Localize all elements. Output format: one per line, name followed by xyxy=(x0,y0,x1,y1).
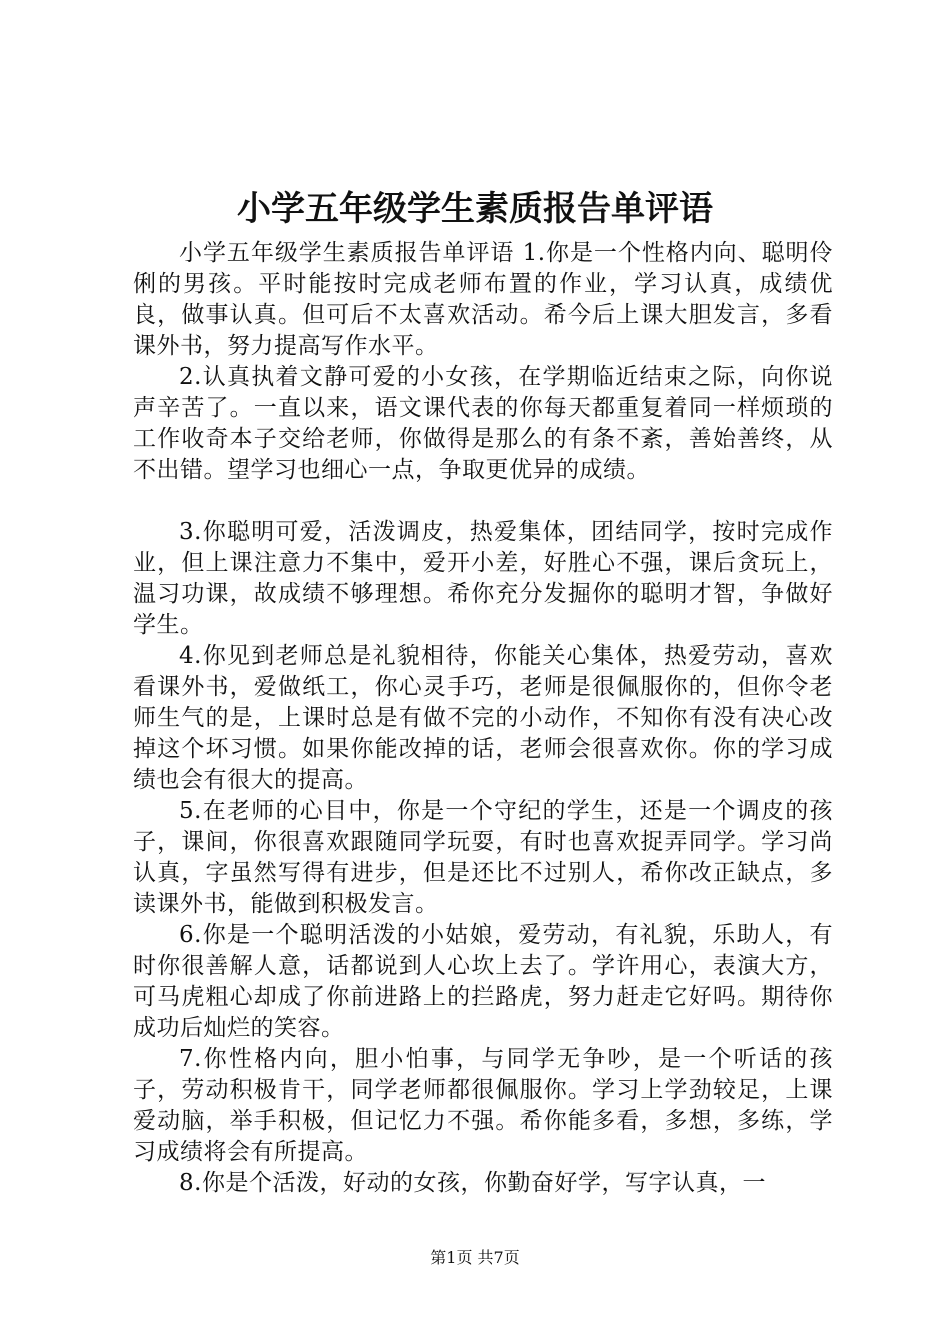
paragraph-4: 4.你见到老师总是礼貌相待，你能关心集体，热爱劳动，喜欢看课外书，爱做纸工，你心灵手巧，老师是很佩服你的，但你令老师生气的是，上课时总是有做不完的小动作，不知你有没有决心改掉这个坏习惯。如果你能改掉的话，老师会很喜欢你。你的学习成绩也会有很大的提高。 xyxy=(133,643,833,793)
paragraph-2: 2.认真执着文静可爱的小女孩，在学期临近结束之际，向你说声辛苦了。一直以来，语文课代表的你每天都重复着同一样烦琐的工作收奇本子交给老师，你做得是那么的有条不紊，善始善终，从不出错。望学习也细心一点，争取更优异的成绩。 xyxy=(133,364,833,483)
document-title: 小学五年级学生素质报告单评语 xyxy=(237,189,713,229)
paragraph-8: 8.你是个活泼，好动的女孩，你勤奋好学，写字认真，一 xyxy=(179,1170,766,1196)
paragraph-6: 6.你是一个聪明活泼的小姑娘，爱劳动，有礼貌，乐助人，有时你很善解人意，话都说到人心坎上去了。学许用心，表演大方，可马虎粗心却成了你前进路上的拦路虎，努力赶走它好吗。期待你成功后灿烂的笑容。 xyxy=(133,922,833,1041)
paragraph-7: 7.你性格内向，胆小怕事，与同学无争吵，是一个听话的孩子，劳动积极肯干，同学老师都很佩服你。学习上学劲较足，上课爱动脑，举手积极，但记忆力不强。希你能多看，多想，多练，学习成绩将会有所提高。 xyxy=(133,1046,833,1165)
page-footer: 第1页 共7页 xyxy=(430,1248,520,1267)
paragraph-5: 5.在老师的心目中，你是一个守纪的学生，还是一个调皮的孩子，课间，你很喜欢跟随同学玩耍，有时也喜欢捉弄同学。学习尚认真，字虽然写得有进步，但是还比不过别人，希你改正缺点，多读课外书，能做到积极发言。 xyxy=(133,798,833,917)
paragraph-3: 3.你聪明可爱，活泼调皮，热爱集体，团结同学，按时完成作业，但上课注意力不集中，爱开小差，好胜心不强，课后贪玩上，温习功课，故成绩不够理想。希你充分发掘你的聪明才智，争做好学生。 xyxy=(133,519,833,638)
paragraph-1: 小学五年级学生素质报告单评语 1.你是一个性格内向、聪明伶俐的男孩。平时能按时完成老师布置的作业，学习认真，成绩优良，做事认真。但可后不太喜欢活动。希今后上课大胆发言，多看课外书，努力提高写作水平。 xyxy=(133,240,833,359)
document-body xyxy=(133,238,833,1199)
